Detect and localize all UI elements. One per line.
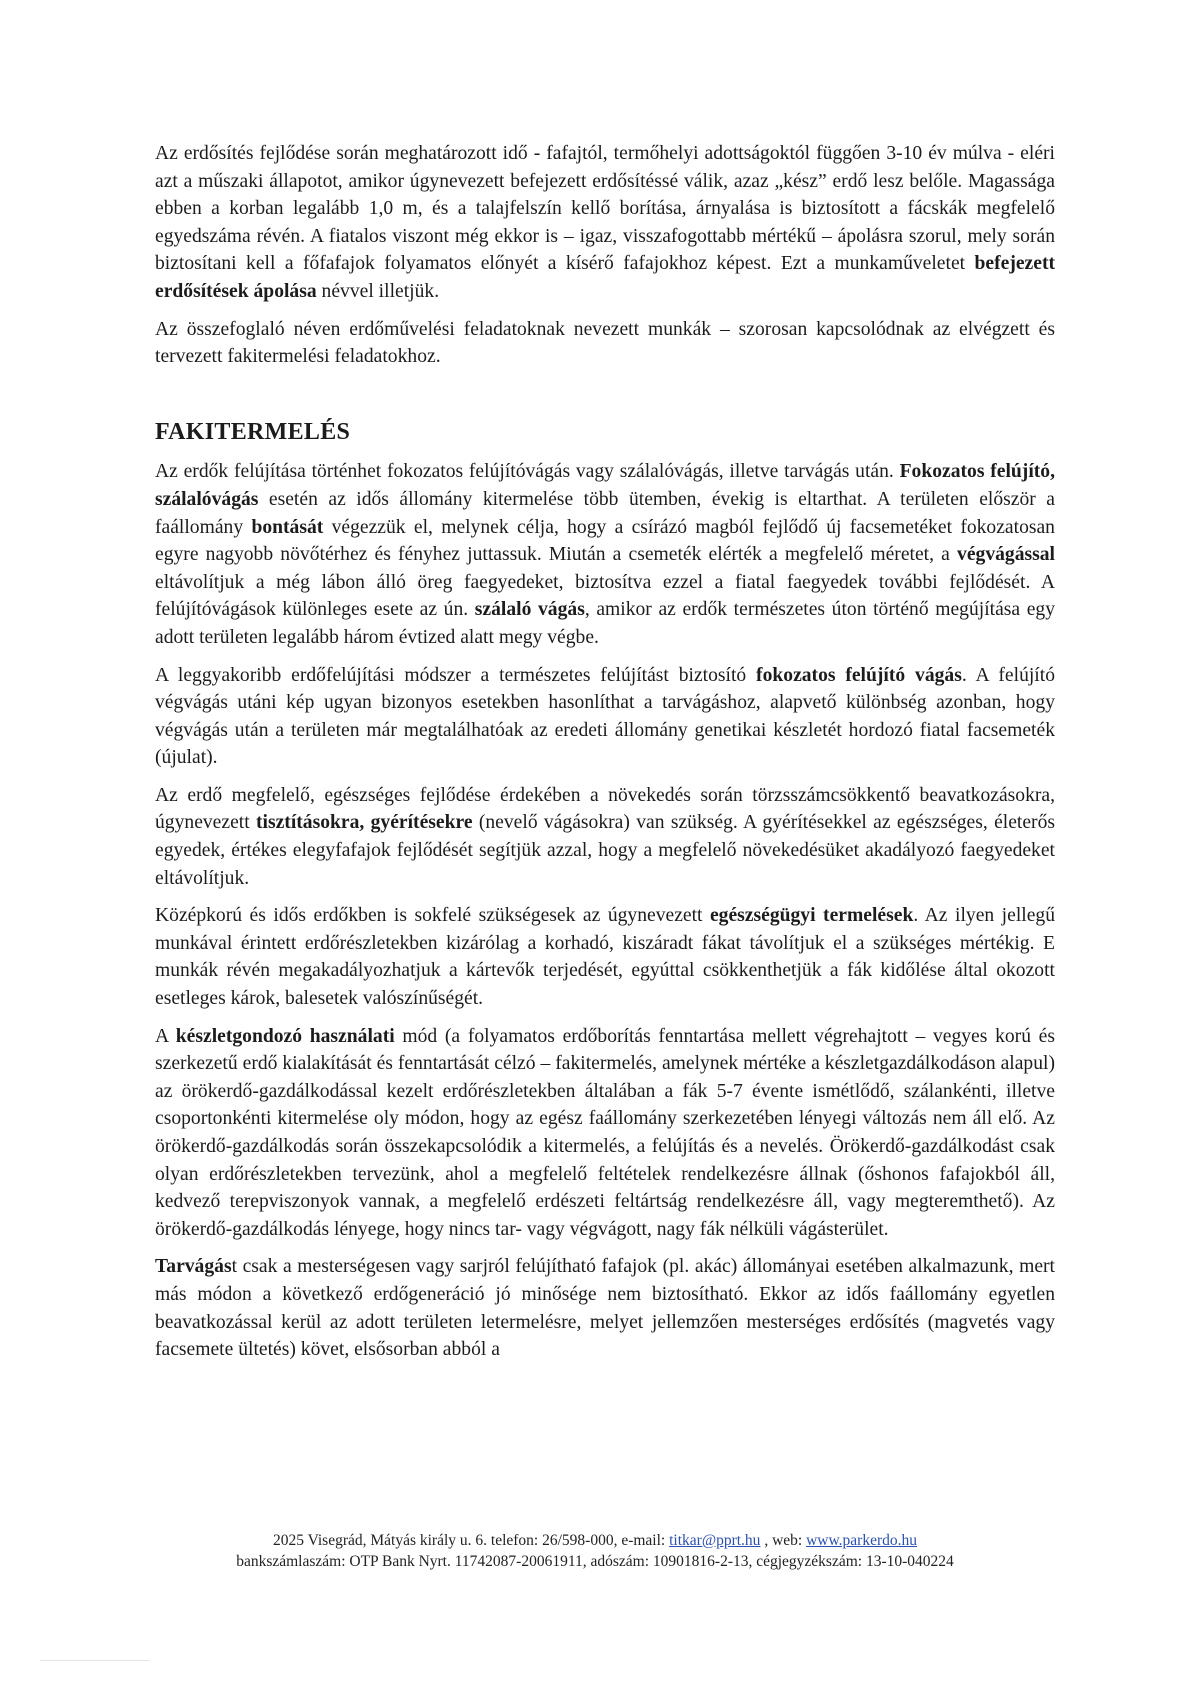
bold-term: Tarvágás bbox=[155, 1256, 232, 1278]
paragraph bbox=[155, 140, 1055, 306]
text-run: A bbox=[155, 1025, 176, 1047]
text-run: , amikor az erdők természetes úton történő megújítása egy adott területen legalább három évtized alatt megy végbe. bbox=[155, 599, 1056, 648]
body-text bbox=[155, 140, 1055, 1374]
paragraph bbox=[155, 458, 1055, 651]
footer-web-label: , web: bbox=[760, 1532, 807, 1549]
footer-web-link[interactable]: www.parkerdo.hu bbox=[806, 1532, 917, 1549]
footer-email-link[interactable]: titkar@pprt.hu bbox=[669, 1532, 761, 1549]
scan-artifact-line bbox=[40, 1660, 150, 1661]
text-run: Az összefoglaló néven erdőművelési feladatoknak nevezett munkák – szorosan kapcsolódnak az elvégzett és tervezett fakitermelési feladatokhoz. bbox=[155, 318, 1055, 368]
footer-address: 2025 Visegrád, Mátyás király u. 6. telefon: 26/598-000, e-mail: bbox=[273, 1532, 670, 1549]
text-run: mód (a folyamatos erdőborítás fenntartása mellett végrehajtott – vegyes korú és szerkezetű erdő kialakítását és fenntartását célzó – fakitermelés, amelynek mértéke a készletgazdálkodáson alapul) az örökerdő-gazdálkodással kezelt erdőrészletekben általában a fák 5-7 évente ismétlődő, szálankénti, illetve csoportonkénti kitermelése oly módon, hogy az egész faállomány szerkezetében lényegi változás nem áll elő. Az örökerdő-gazdálkodás során összekapcsolódik a kitermelés, a felújítás és a nevelés. Örökerdő-gazdálkodást csak olyan erdőrészletekben tervezünk, ahol a megfelelő feltételek rendelkezésre állnak (őshonos fafajokból áll, kedvező terepviszonyok vannak, a megfelelő erdészeti feltártság rendelkezésre áll, vagy megteremthető). Az örökerdő-gazdálkodás lényege, hogy nincs tar- vagy végvágott, nagy fák nélküli vágásterület. bbox=[155, 1025, 1056, 1240]
paragraph bbox=[155, 1253, 1055, 1363]
paragraph bbox=[155, 1023, 1055, 1244]
text-run: Az erdők felújítása történhet fokozatos felújítóvágás vagy szálalóvágás, illetve tarvágás után. bbox=[155, 461, 900, 483]
text-run: Középkorú és idős erdőkben is sokfelé szükségesek az úgynevezett bbox=[155, 905, 710, 927]
paragraph bbox=[155, 316, 1055, 371]
text-run: eltávolítjuk a még lábon álló öreg faegyedeket, biztosítva ezzel a fiatal faegyedek további fejlődését. A felújítóvágások különleges esete az ún. bbox=[155, 571, 1055, 621]
text-run: A leggyakoribb erdőfelújítási módszer a természetes felújítást biztosító bbox=[155, 664, 757, 686]
bold-term: készletgondozó használati bbox=[175, 1025, 395, 1047]
text-run: névvel illetjük. bbox=[316, 280, 440, 302]
bold-term: Fokozatos felújító, szálalóvágás bbox=[155, 461, 1055, 510]
intro-section bbox=[155, 140, 1055, 371]
text-run: . Az ilyen jellegű munkával érintett erdőrészletekben kizárólag a korhadó, kiszáradt fákat távolítjuk el a szükséges mértékig. E munkák révén megakadályozhatjuk a kártevők terjedését, egyúttal csökkenthetjük a fák kidőlése által okozott esetleges károk, balesetek valószínűségét. bbox=[155, 905, 1055, 1010]
text-run: t csak a mesterségesen vagy sarjról felújítható fafajok (pl. akác) állományai esetében alkalmazunk, mert más módon a következő erdőgeneráció jó minősége nem biztosítható. Ekkor az idős faállomány egyetlen beavatkozással kerül az adott területen letermelésre, melyet jellemzően mesterséges erdősítés (magvetés vagy facsemete ültetés) követ, elsősorban abból a bbox=[155, 1256, 1055, 1361]
paragraph bbox=[155, 902, 1055, 1012]
bold-term: fokozatos felújító vágás bbox=[756, 664, 962, 686]
text-run: esetén az idős állomány kitermelése több ütemben, évekig is eltarthat. A területen először a faállomány bbox=[155, 488, 1055, 538]
text-run: (nevelő vágásokra) van szükség. A gyérítésekkel az egészséges, életerős egyedek, értékes elegyfafajok fejlődését segítjük azzal, hogy a megfelelő növekedésüket akadályozó faegyedeket eltávolítjuk. bbox=[155, 812, 1056, 889]
bold-term: végvágással bbox=[957, 544, 1055, 566]
footer-address-line bbox=[120, 1530, 1070, 1551]
paragraph bbox=[155, 662, 1055, 772]
main-section bbox=[155, 458, 1055, 1363]
bold-term: szálaló vágás bbox=[474, 599, 585, 621]
section-heading: FAKITERMELÉS bbox=[155, 418, 351, 445]
bold-term: bontását bbox=[251, 516, 324, 538]
paragraph bbox=[155, 782, 1055, 892]
text-run: végezzük el, melynek célja, hogy a csírázó magból fejlődő új facsemetéket fokozatosan egyre nagyobb növőtérhez és fényhez juttassuk. Miután a csemeték elérték a megfelelő méretet, a bbox=[155, 516, 1055, 566]
text-run: . A felújító végvágás utáni kép ugyan bizonyos esetekben hasonlíthat a tarvágáshoz, alapvető különbség azonban, hogy végvágás után a területen már megtalálhatóak az eredeti állomány genetikai készletét hordozó fiatal facsemeték (újulat). bbox=[155, 664, 1055, 769]
footer-bank-line: bankszámlaszám: OTP Bank Nyrt. 11742087-20061911, adószám: 10901816-2-13, cégjegyzékszám: 13-10-040224 bbox=[236, 1553, 954, 1570]
bold-term: egészségügyi termelések bbox=[709, 905, 914, 927]
bold-term: befejezett erdősítések ápolása bbox=[155, 253, 1055, 302]
text-run: Az erdősítés fejlődése során meghatározott idő - fafajtól, termőhelyi adottságoktól függően 3-10 év múlva - eléri azt a műszaki állapotot, amikor úgynevezett befejezett erdősítéssé válik, azaz „kész” erdő lesz belőle. Magassága ebben a korban legalább 1,0 m, és a talajfelszín kellő borítása, árnyalása is biztosított a fácskák megfelelő egyedszáma révén. A fiatalos viszont még ekkor is – igaz, visszafogottabb mértékű – ápolásra szorul, mely során biztosítani kell a főfafajok folyamatos előnyét a kísérő fafajokhoz képest. Ezt a munkaműveletet bbox=[155, 143, 1055, 275]
bold-term: tisztításokra, gyérítésekre bbox=[256, 812, 473, 834]
letterhead-footer bbox=[120, 1530, 1070, 1572]
text-run: Az erdő megfelelő, egészséges fejlődése érdekében a növekedés során törzsszámcsökkentő beavatkozásokra, úgynevezett bbox=[155, 784, 1055, 834]
